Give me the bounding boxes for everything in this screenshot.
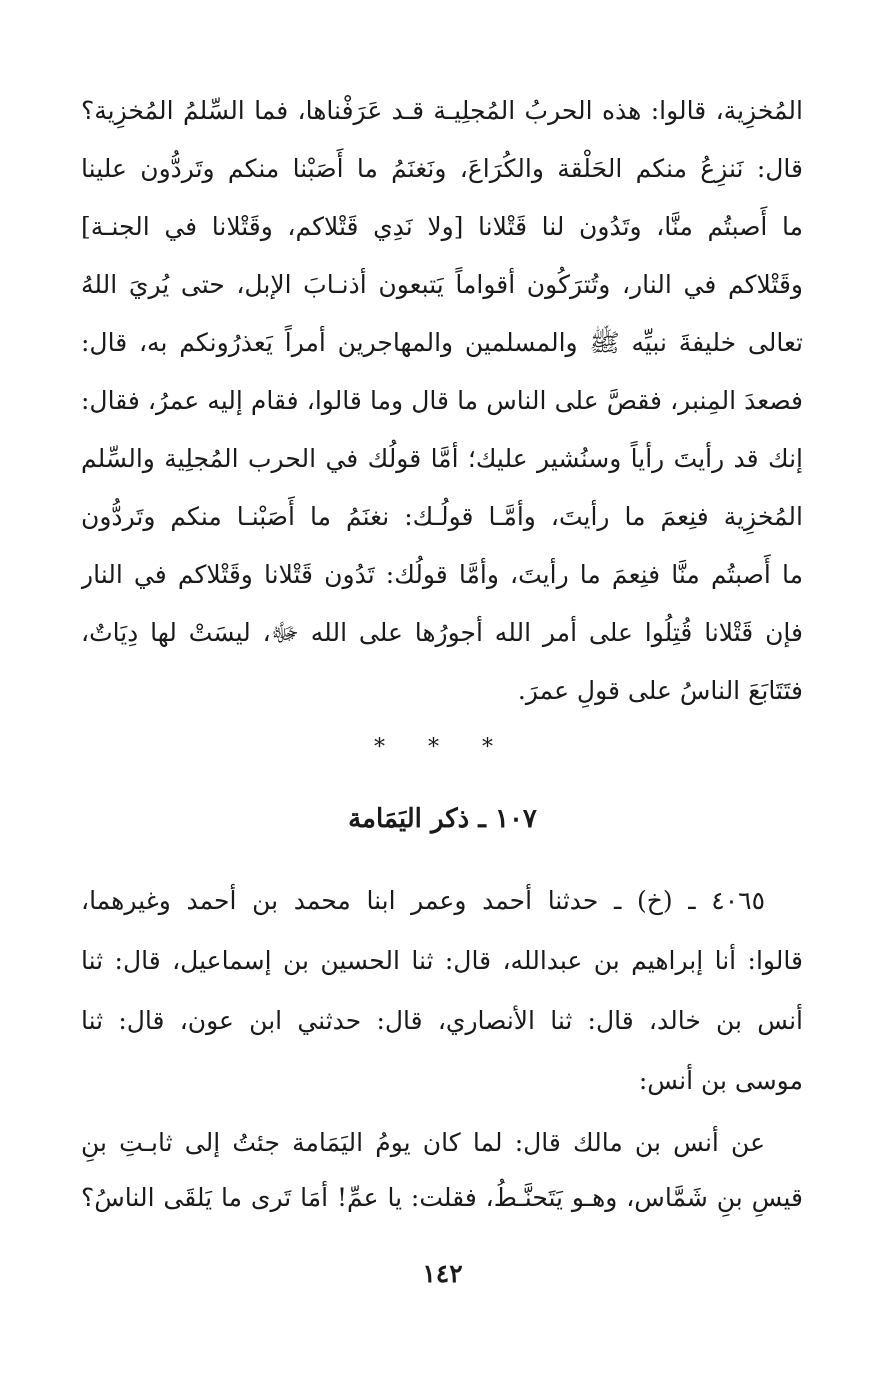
passage-line: فتَتَابَعَ الناسُ على قولِ عمرَ. [517,676,803,705]
passage-line: تعالى خليفةَ نبيِّه ﷺ والمسلمين والمهاجرين أمراً يَعذرُونكم به، قال: [81,328,803,357]
passage-line: ما أَصبتُم منَّا فنِعمَ ما رأيتَ، وأمَّا قولُك: تَدُون قَتْلانا وقَتْلاكم في النار [81,560,803,589]
passage-line: فصعدَ المِنبر، فقصَّ على الناس ما قال وما قالوا، فقام إليه عمرُ، فقال: [81,386,803,415]
isnad-line: قالوا: أنا إبراهيم بن عبدالله، قال: ثنا الحسين بن إسماعيل، قال: ثنا [81,946,803,975]
passage-line: فإن قَتْلانا قُتِلُوا على أمر الله أجورُها على الله ﷻ، ليسَتْ لها دِيَاتٌ، [81,618,803,647]
matn-line: عن أنس بن مالك قال: لما كان يومُ اليَمَامة جئتُ إلى ثابـتِ بنِ [81,1128,765,1157]
passage-line: وقَتْلاكم في النار، وتُترَكُون أقواماً يَتبعون أذنـابَ الإبل، حتى يُريَ اللهُ [81,270,803,299]
passage-line: إنك قد رأيتَ رأياً وسنُشير عليك؛ أمَّا قولُك في الحرب المُجلِية والسِّلم [81,444,803,473]
passage-line: قال: نَنزِعُ منكم الحَلْقة والكُرَاعَ، ونَغنَمُ ما أَصَبْنا منكم وتَردُّون علينا [81,154,803,183]
matn-line: قيسِ بنِ شَمَّاس، وهـو يَتَحنَّـطُ، فقلت: يا عمِّ! أمَا تَرى ما يَلقَى الناسُ؟ [81,1183,803,1212]
passage-line: المُخزِية، قالوا: هذه الحربُ المُجلِيـة قـد عَرَفْناها، فما السِّلمُ المُخزِية؟ [81,96,803,125]
section-separator: * * * [374,735,511,760]
isnad-line: أنس بن خالد، قال: ثنا الأنصاري، قال: حدثني ابن عون، قال: ثنا [81,1006,803,1035]
section-heading: ١٠٧ ـ ذكر اليَمَامة [348,804,537,834]
passage-line: المُخزِية فنِعمَ ما رأيتَ، وأمَّـا قولُـك: نغنَمُ ما أَصَبْنـا منكم وتَردُّون [81,502,803,531]
page-number: ١٤٢ [422,1259,463,1288]
isnad-line: موسى بن أنس: [638,1066,803,1095]
passage-line: ما أَصبتُم منَّا، وتَدُون لنا قَتْلانا [ولا نَدِي قَتْلاكم، وقَتْلانا في الجنـة] [81,212,803,241]
isnad-line: ٤٠٦٥ ـ (خ) ـ حدثنا أحمد وعمر ابنا محمد بن أحمد وغيرهما، [81,886,765,915]
